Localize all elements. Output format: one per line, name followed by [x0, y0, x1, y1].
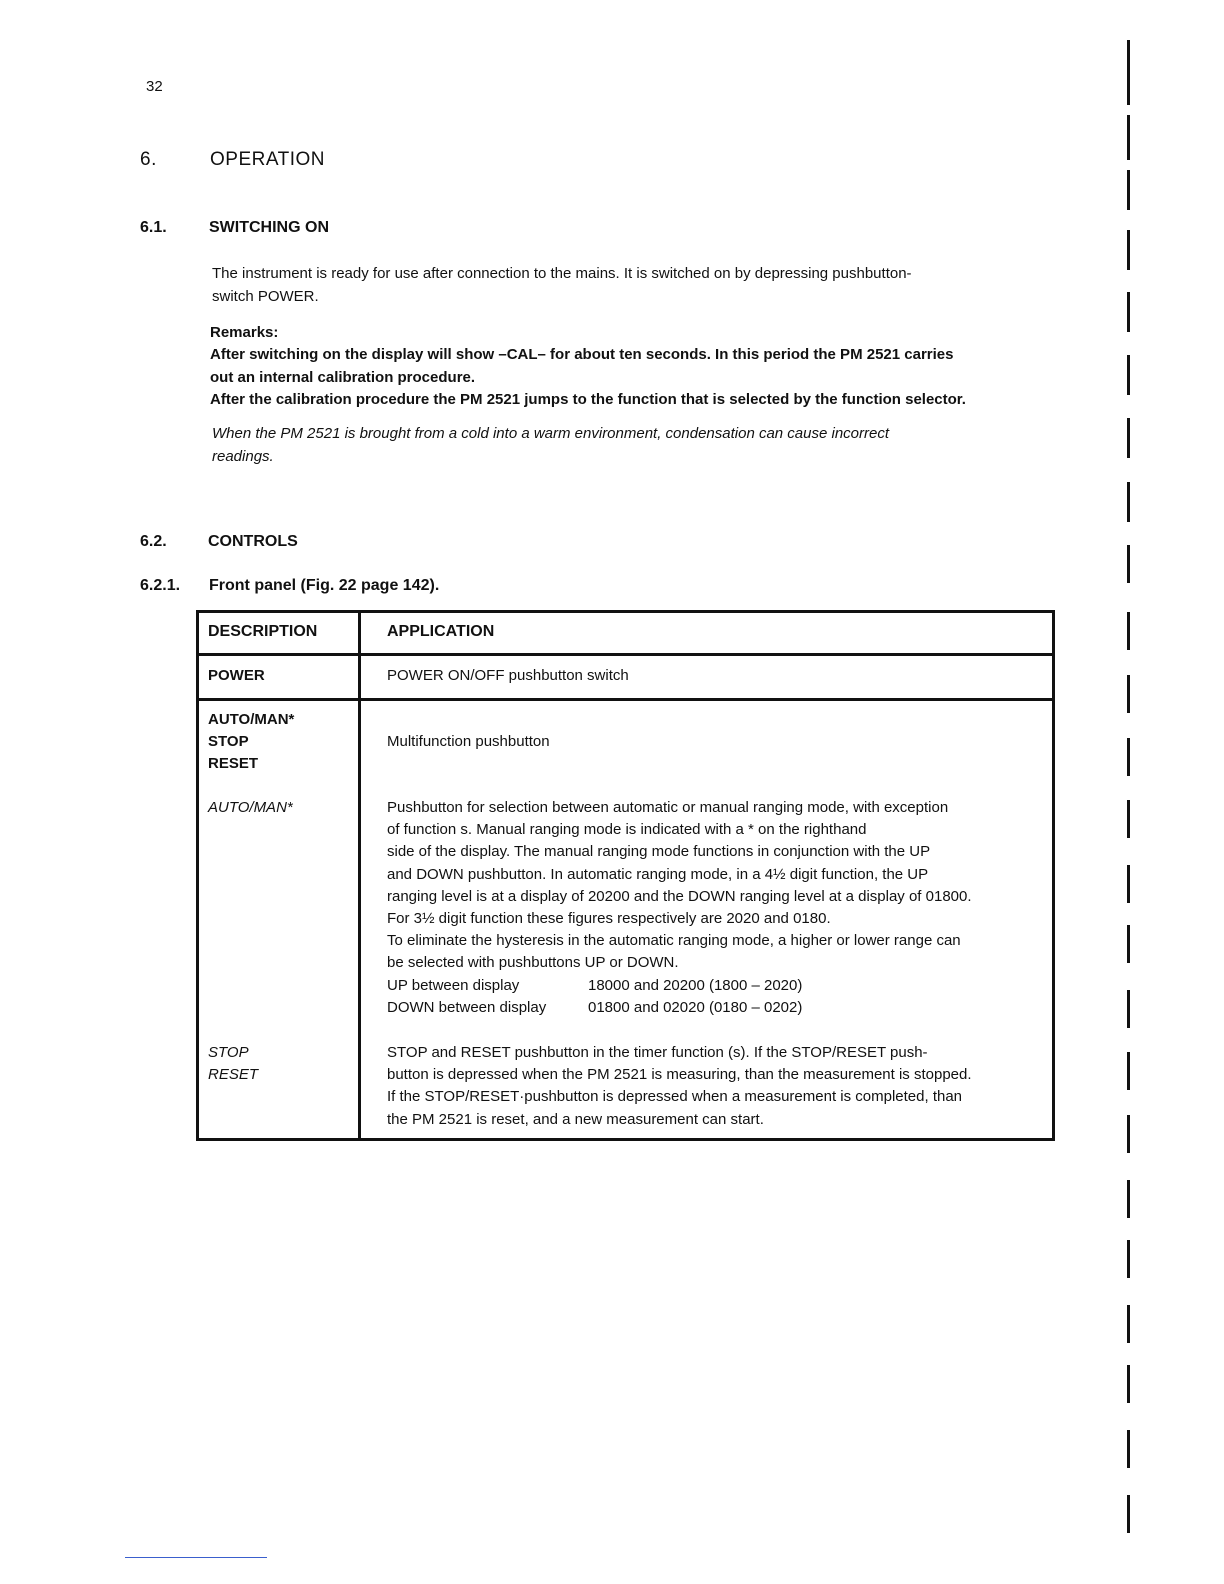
up-value: 18000 and 20200 (1800 – 2020)	[588, 976, 803, 994]
row-automan-desc: AUTO/MAN*	[208, 799, 293, 816]
note-line: readings.	[212, 447, 274, 465]
column-divider	[358, 613, 361, 1138]
section-number: 6.	[140, 149, 157, 170]
edge-mark	[1127, 418, 1130, 458]
edge-mark	[1127, 612, 1130, 650]
subsubsection-title: Front panel (Fig. 22 page 142).	[209, 577, 440, 594]
row-multi-app: Multifunction pushbutton	[387, 733, 550, 750]
app-line: and DOWN pushbutton. In automatic ranging mode, in a 4½ digit function, the UP	[387, 865, 929, 883]
app-line: STOP and RESET pushbutton in the timer function (s). If the STOP/RESET push-	[387, 1044, 928, 1061]
remarks-line: After switching on the display will show –CAL– for about ten seconds. In this period the PM 2521 carries	[210, 346, 954, 363]
footer-rule	[125, 1557, 267, 1558]
remarks-line: After the calibration procedure the PM 2521 jumps to the function that is selected by the function selector.	[210, 391, 966, 408]
desc-line: RESET	[208, 1066, 259, 1084]
row-stopreset-desc	[208, 1042, 258, 1086]
row-multi-desc	[208, 709, 294, 776]
row-divider	[199, 698, 1052, 701]
remarks-text	[210, 344, 966, 412]
edge-mark	[1127, 355, 1130, 395]
edge-mark	[1127, 230, 1130, 270]
desc-line: AUTO/MAN*	[208, 711, 295, 728]
desc-line: RESET	[208, 755, 259, 773]
row-power-desc: POWER	[208, 667, 265, 684]
up-label: UP between display	[387, 976, 520, 994]
edge-mark	[1127, 675, 1130, 713]
edge-mark	[1127, 115, 1130, 160]
app-line: of function s. Manual ranging mode is indicated with a * on the righthand	[387, 821, 867, 839]
app-line: button is depressed when the PM 2521 is measuring, than the measurement is stopped.	[387, 1066, 972, 1084]
paragraph-line: switch POWER.	[212, 287, 319, 305]
edge-mark	[1127, 292, 1130, 332]
edge-mark	[1127, 1052, 1130, 1090]
app-line: side of the display. The manual ranging mode functions in conjunction with the UP	[387, 843, 931, 861]
edge-mark	[1127, 1430, 1130, 1468]
edge-mark	[1127, 1180, 1130, 1218]
edge-mark	[1127, 1365, 1130, 1403]
row-automan-app	[387, 797, 972, 1019]
app-line: ranging level is at a display of 20200 and the DOWN ranging level at a display of 01800.	[387, 887, 972, 905]
edge-mark	[1127, 545, 1130, 583]
edge-mark	[1127, 738, 1130, 776]
controls-table	[196, 610, 1055, 1141]
edge-mark	[1127, 170, 1130, 210]
note-line: When the PM 2521 is brought from a cold into a warm environment, condensation can cause incorrect	[212, 425, 890, 442]
edge-mark	[1127, 1495, 1130, 1533]
row-stopreset-app	[387, 1042, 972, 1131]
down-value: 01800 and 02020 (0180 – 0202)	[588, 998, 803, 1016]
app-line: be selected with pushbuttons UP or DOWN.	[387, 954, 679, 972]
edge-mark	[1127, 865, 1130, 903]
subsection-title: CONTROLS	[208, 533, 298, 550]
edge-mark	[1127, 1240, 1130, 1278]
remarks-label: Remarks:	[210, 324, 279, 341]
desc-line: STOP	[208, 733, 249, 751]
desc-line: STOP	[208, 1044, 249, 1061]
app-line: For 3½ digit function these figures respectively are 2020 and 0180.	[387, 910, 831, 928]
section-title: OPERATION	[210, 149, 325, 170]
down-label: DOWN between display	[387, 998, 547, 1016]
edge-mark	[1127, 990, 1130, 1028]
edge-mark	[1127, 1305, 1130, 1343]
intro-paragraph	[212, 263, 912, 308]
edge-mark	[1127, 800, 1130, 838]
edge-mark	[1127, 1115, 1130, 1153]
edge-mark	[1127, 925, 1130, 963]
header-divider	[199, 653, 1052, 656]
subsection-title: SWITCHING ON	[209, 219, 329, 236]
app-line: If the STOP/RESET·pushbutton is depressed when a measurement is completed, than	[387, 1088, 963, 1106]
page-number: 32	[146, 78, 163, 95]
subsubsection-number: 6.2.1.	[140, 577, 181, 594]
header-application: APPLICATION	[387, 623, 495, 640]
app-line: To eliminate the hysteresis in the automatic ranging mode, a higher or lower range can	[387, 932, 961, 950]
app-line: the PM 2521 is reset, and a new measurement can start.	[387, 1110, 764, 1128]
subsection-number: 6.1.	[140, 219, 167, 236]
paragraph-line: The instrument is ready for use after connection to the mains. It is switched on by depressing pushbutton-	[212, 265, 912, 282]
edge-mark	[1127, 40, 1130, 105]
header-description: DESCRIPTION	[208, 623, 318, 640]
app-line: Pushbutton for selection between automatic or manual ranging mode, with exception	[387, 799, 949, 816]
row-power-app: POWER ON/OFF pushbutton switch	[387, 667, 629, 684]
edge-mark	[1127, 482, 1130, 522]
note-text	[212, 423, 889, 468]
subsection-number: 6.2.	[140, 533, 167, 550]
remarks-line: out an internal calibration procedure.	[210, 368, 476, 386]
